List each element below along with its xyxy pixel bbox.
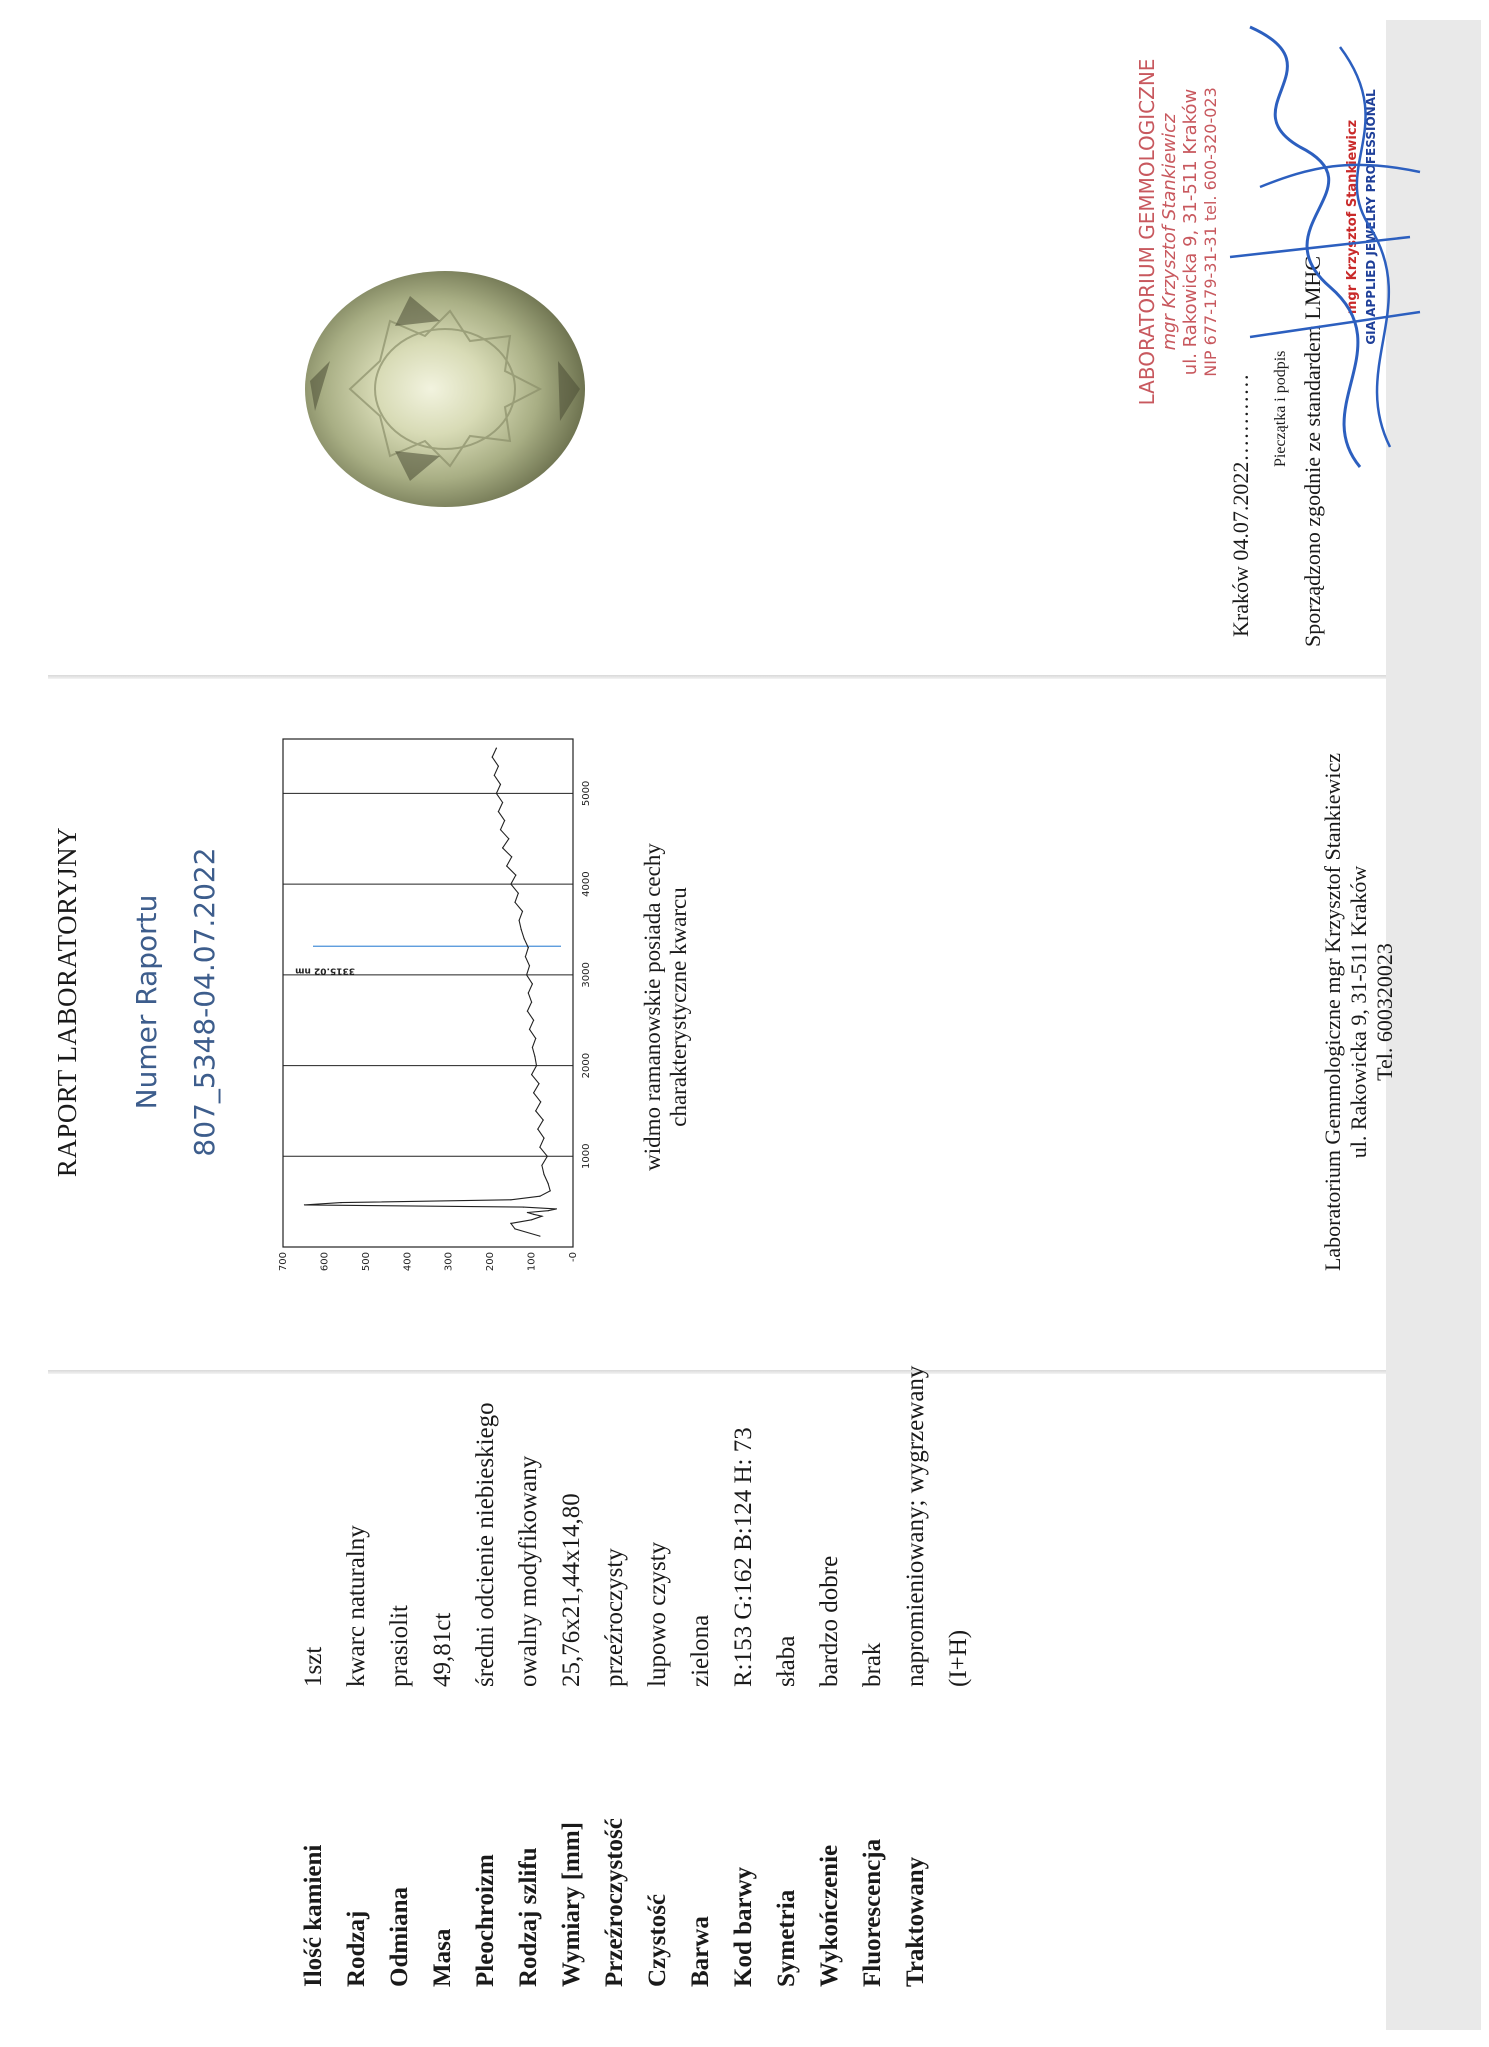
property-label: Odmiana (386, 1886, 413, 1987)
property-value: lupowo czysty (644, 1541, 671, 1687)
property-row (859, 1367, 902, 1987)
chart-y-tick-label: 400 (402, 1252, 414, 1272)
raman-spectrum-chart (275, 727, 615, 1287)
chart-y-tick-label: 600 (319, 1252, 331, 1272)
property-value: zielona (687, 1614, 714, 1687)
chart-data-point (541, 1216, 542, 1217)
chart-data-point (506, 865, 507, 866)
chart-data-point (496, 748, 497, 749)
properties-table (300, 1367, 1020, 1987)
property-label: Rodzaj szlifu (515, 1847, 542, 1987)
property-value: słaba (773, 1635, 800, 1687)
chart-x-tick-label: 3000 (581, 962, 592, 988)
stamp-line-lab: LABORATORIUM GEMMOLOGICZNE (1135, 58, 1159, 406)
chart-data-point (543, 1119, 544, 1120)
chart-data-point (510, 1223, 511, 1224)
lab-footer-phone: Tel. 600320023 (1372, 943, 1397, 1081)
chart-data-point (500, 784, 501, 785)
chart-data-point (535, 1110, 536, 1111)
chart-data-point (492, 757, 493, 758)
chart-data-point (550, 1190, 551, 1191)
chart-data-point (511, 856, 512, 857)
seal-label: Pieczątka i podpis (1272, 350, 1289, 467)
chart-data-point (504, 820, 505, 821)
property-label: Czystość (644, 1893, 671, 1987)
property-label: Kod barwy (730, 1866, 757, 1987)
stamp-line-nip: NIP 677-179-31-31 tel. 600-320-023 (1201, 87, 1220, 377)
property-label: Symetria (773, 1889, 800, 1987)
property-row (730, 1367, 773, 1987)
chart-data-point (526, 974, 527, 975)
chart-data-point (548, 1183, 549, 1184)
chart-data-point (535, 1038, 536, 1039)
property-label: Pleochroizm (472, 1854, 499, 1987)
chart-data-point (543, 1174, 544, 1175)
chart-caption-line: charakterystyczne kwarcu (666, 887, 691, 1127)
chart-data-point (498, 766, 499, 767)
chart-data-point (340, 1202, 341, 1203)
property-value-continuation: (I+H) (945, 1629, 972, 1687)
chart-plot-frame (283, 739, 573, 1247)
chart-x-tick-label: 2000 (581, 1052, 592, 1079)
chart-data-point (533, 1214, 534, 1215)
chart-data-point (515, 875, 516, 876)
chart-y-tick-label: 700 (278, 1252, 289, 1272)
chart-x-tick-label: 1000 (581, 1143, 592, 1170)
chart-data-point (536, 1065, 537, 1066)
chart-data-point (521, 929, 522, 930)
property-row (472, 1367, 515, 1987)
chart-data-point (533, 1092, 534, 1093)
chart-data-point (519, 920, 520, 921)
property-label: Rodzaj (343, 1910, 370, 1987)
chart-data-point (523, 1207, 524, 1208)
chart-x-tick-label: 5000 (581, 780, 592, 807)
chart-data-point (496, 793, 497, 794)
chart-data-point (532, 1047, 533, 1048)
chart-data-point (529, 965, 530, 966)
property-label: Ilość kamieni (300, 1844, 327, 1987)
property-row (558, 1367, 601, 1987)
chart-data-point (533, 1020, 534, 1021)
property-row (687, 1367, 730, 1987)
stamp-line-address: ul. Rakowicka 9, 31-511 Kraków (1180, 88, 1201, 376)
chart-data-point (494, 775, 495, 776)
chart-data-point (529, 1029, 530, 1030)
chart-data-point (547, 1156, 548, 1157)
chart-data-point (510, 1199, 511, 1200)
chart-data-point (514, 1228, 515, 1229)
standard-statement: Sporządzono zgodnie ze standardem LMHC (1300, 256, 1325, 647)
property-value: prasiolit (386, 1605, 413, 1687)
property-value: napromieniowany; wygrzewany (902, 1365, 929, 1687)
chart-data-point (527, 1011, 528, 1012)
property-label: Wykończenie (816, 1844, 843, 1987)
chart-data-point (531, 1002, 532, 1003)
chart-data-point (532, 983, 533, 984)
property-label: Masa (429, 1928, 456, 1987)
place-date: Kraków 04.07.2022………… (1228, 373, 1253, 637)
property-row (902, 1365, 972, 1987)
chart-x-tick-label: 4000 (581, 871, 592, 897)
property-label: Fluorescencja (859, 1838, 886, 1987)
property-value: 49,81ct (429, 1612, 456, 1687)
chart-data-point (518, 893, 519, 894)
property-row (343, 1367, 386, 1987)
lab-footer-name: Laboratorium Gemmologiczne mgr Krzysztof Stankiewicz (1320, 752, 1345, 1272)
property-label: Barwa (687, 1916, 714, 1987)
chart-data-point (531, 1074, 532, 1075)
property-row (386, 1367, 429, 1987)
chart-data-point (304, 1204, 305, 1205)
property-row (644, 1367, 687, 1987)
report-title: RAPORT LABORATORYJNY (52, 826, 82, 1178)
property-value: przeźroczysty (601, 1548, 628, 1687)
chart-annotation-label: 3315.02 nm (295, 965, 355, 976)
property-value: brak (859, 1642, 886, 1687)
property-value: R:153 G:162 B:124 H: 73 (730, 1427, 757, 1687)
property-label: Przeźroczystość (601, 1818, 628, 1987)
chart-data-point (539, 1196, 540, 1197)
chart-data-point (500, 829, 501, 830)
property-value: kwarc naturalny (343, 1525, 370, 1687)
chart-data-point (534, 1056, 535, 1057)
property-row (816, 1367, 859, 1987)
chart-data-point (531, 1219, 532, 1220)
chart-y-tick-label: 500 (360, 1252, 372, 1272)
property-value: 25,76x21,44x14,80 (558, 1493, 585, 1687)
property-row (515, 1367, 558, 1987)
chart-data-point (524, 938, 525, 939)
chart-data-point (541, 1165, 542, 1166)
chart-data-point (510, 884, 511, 885)
chart-y-tick-label: 200 (485, 1252, 497, 1272)
chart-y-tick-label: 100 (526, 1252, 538, 1272)
gemstone-photo (300, 266, 590, 511)
chart-data-point (537, 1129, 538, 1130)
chart-data-point (525, 956, 526, 957)
chart-caption (640, 817, 692, 1197)
property-row (429, 1367, 472, 1987)
property-row (773, 1367, 816, 1987)
chart-y-tick-label: 300 (443, 1252, 455, 1272)
chart-data-point (498, 811, 499, 812)
stamp-line-name: mgr Krzysztof Stankiewicz (1159, 113, 1180, 351)
chart-caption-line: widmo ramanowskie posiada cechy (640, 843, 665, 1171)
chart-data-point (538, 1083, 539, 1084)
chart-data-point (543, 1138, 544, 1139)
property-value: bardzo dobre (816, 1555, 843, 1687)
gia-seal-name: mgr Krzysztof Stankiewicz (1345, 119, 1360, 315)
chart-data-point (539, 1147, 540, 1148)
chart-y-tick-label: -0 (568, 1252, 579, 1262)
chart-data-point (556, 1208, 557, 1209)
property-value: średni odcienie niebieskiego (472, 1402, 499, 1687)
property-value: owalny modyfikowany (515, 1455, 542, 1687)
chart-data-point (514, 902, 515, 903)
property-label: Traktowany (902, 1856, 929, 1987)
property-row (300, 1367, 343, 1987)
lab-footer (1320, 732, 1398, 1292)
chart-data-point (539, 1236, 540, 1237)
chart-data-point (528, 947, 529, 948)
property-label: Wymiary [mm] (558, 1822, 585, 1987)
chart-data-point (502, 802, 503, 803)
chart-data-point (527, 1212, 528, 1213)
chart-data-point (540, 1101, 541, 1102)
chart-data-point (522, 911, 523, 912)
report-number: 807_5348-04.07.2022 (188, 847, 221, 1157)
property-value: 1szt (300, 1646, 327, 1687)
report-number-label: Numer Raportu (130, 894, 163, 1110)
chart-data-point (548, 1210, 549, 1211)
handwritten-signature (1190, 7, 1430, 487)
chart-data-point (502, 847, 503, 848)
chart-data-point (528, 992, 529, 993)
lab-footer-address: ul. Rakowicka 9, 31-511 Kraków (1346, 865, 1371, 1159)
property-row (601, 1367, 644, 1987)
gia-seal-line: GIA APPLIED JEWELRY PROFESSIONAL (1364, 89, 1378, 345)
chart-data-point (508, 838, 509, 839)
